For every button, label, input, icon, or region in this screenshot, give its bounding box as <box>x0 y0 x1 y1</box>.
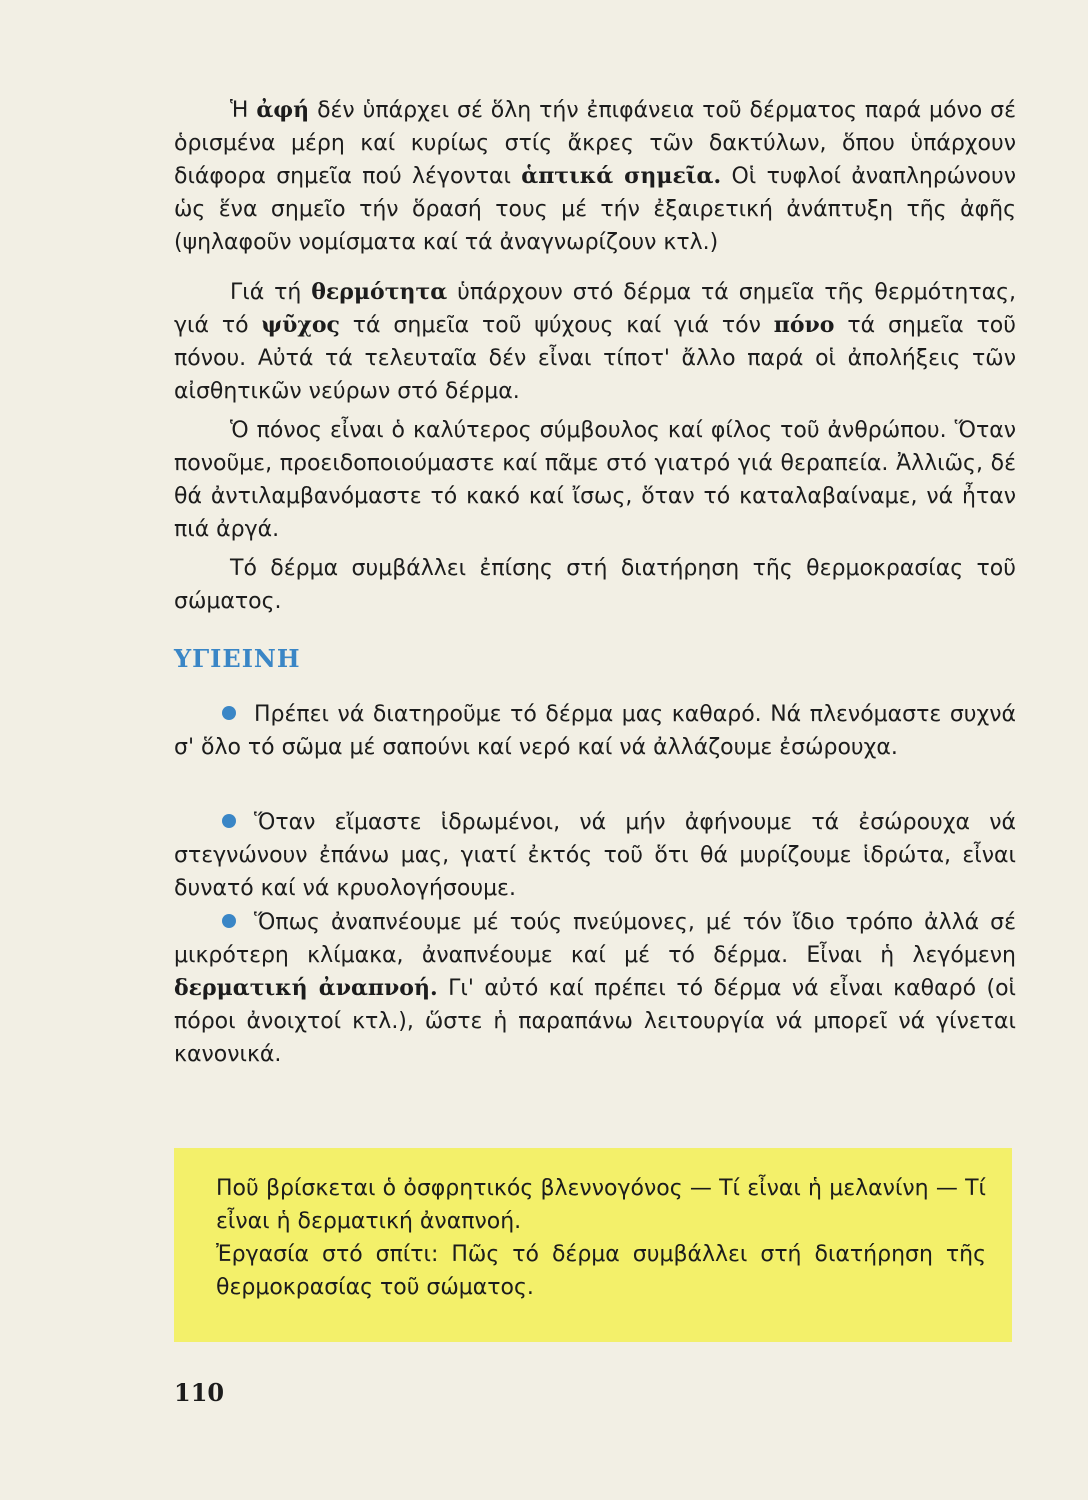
paragraph-thermoregulation <box>174 552 1016 618</box>
text-run: τά σημεῖα τοῦ πόνου. Αὐτά τά τελευταῖα δέν εἶναι τίποτ' ἄλλο παρά οἱ ἀπολήξεις τῶν αἰσθητικῶν νεύρων στό δέρμα. <box>174 313 1016 404</box>
text-run: Ἡ <box>230 98 257 123</box>
paragraph-touch <box>174 94 1016 259</box>
bullet-dot-icon <box>222 706 236 720</box>
section-heading-hygiene: ΥΓΙΕΙΝΗ <box>174 644 301 673</box>
bold-term: πόνο <box>773 312 835 338</box>
bullet-text: Ὅπως ἀναπνέουμε μέ τούς πνεύμονες, μέ τόν ἴδιο τρόπο ἀλλά σέ μικρότερη κλίμακα, ἀναπνέουμε καί μέ τό δέρμα. Εἶναι ἡ λεγόμενη <box>174 910 1016 968</box>
text-run: Γιά τή <box>230 280 312 305</box>
bullet-text: Γι' αὐτό καί πρέπει τό δέρμα νά εἶναι καθαρό (οἱ πόροι ἀνοιχτοί κτλ.), ὥστε ἡ παραπάνω λειτουργία νά μπορεῖ νά γίνεται κανονικά. <box>174 976 1017 1067</box>
bullet-item <box>174 906 1016 1071</box>
text-run: Τό δέρμα συμβάλλει ἐπίσης στή διατήρηση τῆς θερμοκρασίας τοῦ σώματος. <box>174 556 1016 614</box>
bold-term: θερμότητα <box>311 279 448 305</box>
bullet-dot-icon <box>222 914 236 928</box>
bullet-item <box>174 698 1016 764</box>
paragraph-pain <box>174 414 1016 546</box>
text-run: ὑπάρχουν στό δέρμα τά σημεῖα τῆς θερμότητας, γιά τό <box>174 280 1016 338</box>
review-questions: Ποῦ βρίσκεται ὁ ὀσφρητικός βλεννογόνος — Τί εἶναι ἡ μελανίνη — Τί εἶναι ἡ δερματική ἀναπνοή. <box>216 1176 986 1234</box>
bullet-text: Ὅταν εἴμαστε ἱδρωμένοι, νά μήν ἀφήνουμε τά ἐσώρουχα νά στεγνώνουν ἐπάνω μας, γιατί ἐκτός τοῦ ὅτι θά μυρίζουμε ἱδρώτα, εἶναι δυνατό καί νά κρυολογήσουμε. <box>174 810 1016 901</box>
text-run: δέν ὑπάρχει σέ ὅλη τήν ἐπιφάνεια τοῦ δέρματος παρά μόνο σέ ὁρισμένα μέρη καί κυρίως στίς ἄκρες τῶν δακτύλων, ὅπου ὑπάρχουν διάφορα σημεῖα πού λέγονται <box>174 98 1016 189</box>
bold-term: ἁπτικά σημεῖα. <box>521 163 722 189</box>
bullet-item <box>174 806 1016 905</box>
text-run: Οἱ τυφλοί ἀναπληρώνουν ὡς ἕνα σημεῖο τήν ὅρασή τους μέ τήν ἐξαιρετική ἀνάπτυξη τῆς ἀφῆς (ψηλαφοῦν νομίσματα καί τά ἀναγνωρίζουν κτλ.) <box>174 164 1016 255</box>
page-number: 110 <box>174 1378 225 1407</box>
questions-box-text <box>216 1172 986 1304</box>
paragraph-temperature <box>174 276 1016 408</box>
bullet-dot-icon <box>222 814 236 828</box>
text-run: Ὁ πόνος εἶναι ὁ καλύτερος σύμβουλος καί φίλος τοῦ ἀνθρώπου. Ὅταν πονοῦμε, προειδοποιούμαστε καί πᾶμε στό γιατρό γιά θεραπεία. Ἀλλιῶς, δέ θά ἀντιλαμβανόμαστε τό κακό καί ἴσως, ὅταν τό καταλαβαίναμε, νά ἦταν πιά ἀργά. <box>174 418 1016 542</box>
bullet-text: Πρέπει νά διατηροῦμε τό δέρμα μας καθαρό. Νά πλενόμαστε συχνά σ' ὅλο τό σῶμα μέ σαπούνι καί νερό καί νά ἀλλάζουμε ἐσώρουχα. <box>174 702 1016 760</box>
bold-term: δερματική ἀναπνοή. <box>174 975 438 1001</box>
text-run: τά σημεῖα τοῦ ψύχους καί γιά τόν <box>339 313 774 338</box>
bold-term: ἀφή <box>256 97 310 123</box>
homework-assignment: Ἐργασία στό σπίτι: Πῶς τό δέρμα συμβάλλει στή διατήρηση τῆς θερμοκρασίας τοῦ σώματος. <box>216 1242 986 1300</box>
bold-term: ψῦχος <box>261 312 340 338</box>
